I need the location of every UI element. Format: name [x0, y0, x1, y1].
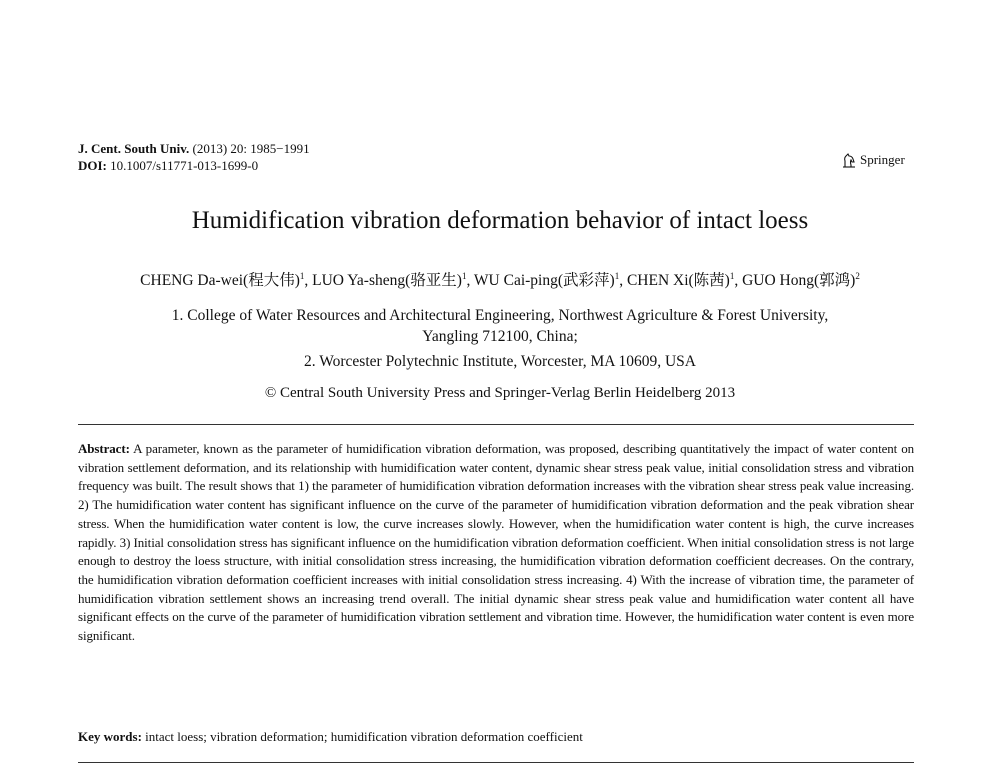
- copyright-line: © Central South University Press and Springer-Verlag Berlin Heidelberg 2013: [264, 385, 736, 401]
- doi-line: [78, 157, 310, 174]
- abstract-text: A parameter, known as the parameter of humidification vibration deformation, was proposed, describing quantitatively the impact of water content on vibration settlement deformation, and its relationship with humidification water content, dynamic shear stress peak value, initial consolidation stress and vibration frequency was built. The result shows that 1) the parameter of humidification vibration deformation increases with the vibration shear stress peak value increasing. 2) The humidification water content has significant influence on the curve of the parameter of humidification vibration deformation and the peak vibration shear stress. When the humidification water content is low, the curve increases slowly. However, when the humidification water content is high, the curve increases rapidly. 3) Initial consolidation stress has significant influence on the humidification vibration deformation coefficient. When initial consolidation stress is not large enough to destroy the loess structure, with initial consolidation stress increasing, the humidification vibration deformation coefficient decreases. On the contrary, the humidification vibration deformation coefficient increases with initial consolidation stress increasing. 4) With the increase of vibration time, the parameter of humidification vibration settlement shows an increasing trend overall. The initial dynamic shear stress peak value and humidification water content all have significant effects on the curve of the parameter of humidification vibration settlement and vibration time. However, the humidification water content is even more significant.: [78, 441, 914, 644]
- publisher-logo: [842, 152, 905, 168]
- abstract-label: Abstract:: [78, 441, 130, 456]
- author: CHEN Xi(陈茜)$^1$,: [626, 270, 743, 289]
- author: CHENG Da-wei(程大伟)$^1$,: [140, 270, 313, 289]
- author-list: [0, 268, 1000, 290]
- journal-volume: (2013) 20: 1985−1991: [192, 141, 310, 156]
- author: GUO Hong(郭鸿)$^2$: [742, 270, 860, 289]
- doi-label: DOI:: [78, 158, 107, 173]
- doi-value[interactable]: 10.1007/s11771-013-1699-0: [110, 158, 259, 173]
- top-divider: [78, 424, 914, 425]
- affiliation-1: 1. College of Water Resources and Architectural Engineering, Northwest Agriculture & Forest University, Yangling 712100, China;: [171, 307, 829, 345]
- abstract: [78, 440, 914, 646]
- keywords-label: Key words:: [78, 729, 142, 744]
- author: LUO Ya-sheng(骆亚生)$^1$,: [312, 270, 474, 289]
- affiliation-2: 2. Worcester Polytechnic Institute, Worcester, MA 10609, USA: [304, 353, 696, 370]
- author: WU Cai-ping(武彩萍)$^1$,: [473, 270, 627, 289]
- journal-info: [78, 140, 310, 174]
- keywords-text: intact loess; vibration deformation; humidification vibration deformation coefficient: [141, 729, 583, 744]
- keywords: [78, 729, 914, 745]
- paper-title: Humidification vibration deformation behavior of intact loess: [191, 207, 809, 234]
- journal-citation: [78, 140, 310, 157]
- bottom-divider: [78, 762, 914, 763]
- springer-horse-icon: [842, 153, 856, 168]
- journal-label: J. Cent. South Univ.: [78, 141, 190, 156]
- publisher-name: Springer: [860, 152, 905, 167]
